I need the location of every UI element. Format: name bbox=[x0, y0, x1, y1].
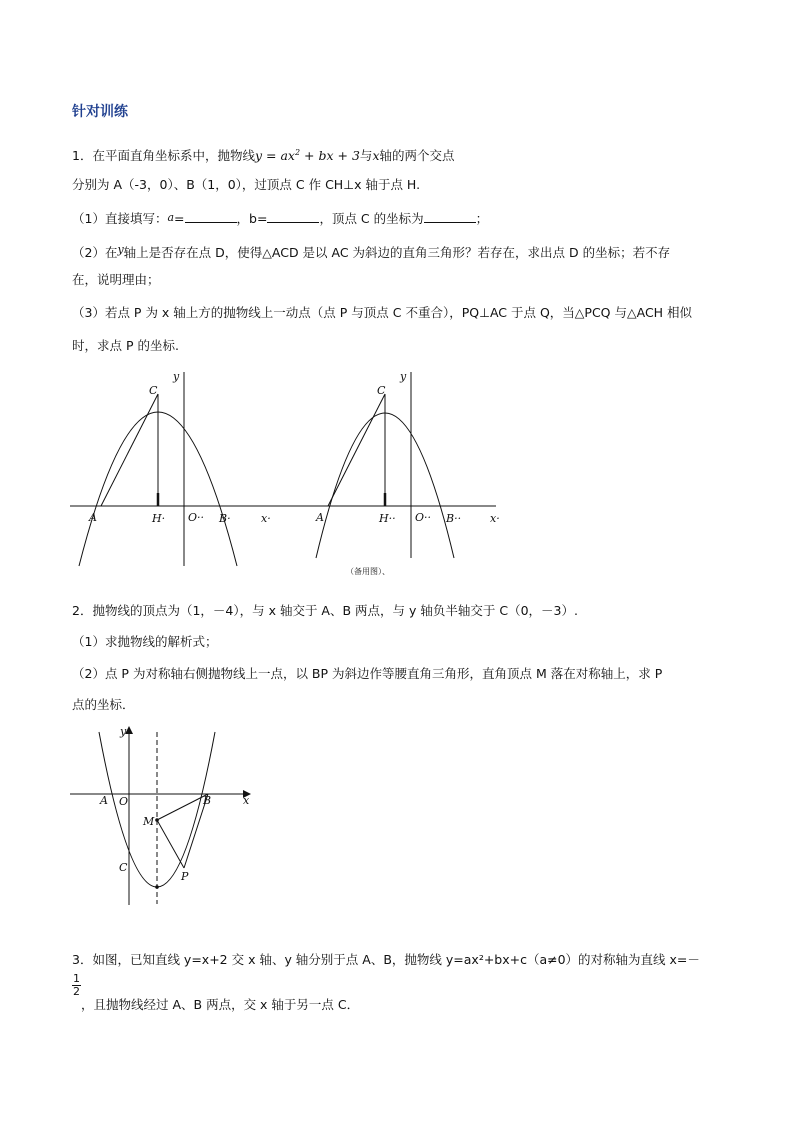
q2-figure bbox=[65, 722, 260, 907]
q1-figure-main bbox=[65, 368, 285, 568]
q1-line1-x: x bbox=[372, 148, 380, 164]
q1-part2-pre: （2）在 bbox=[72, 245, 118, 260]
fraction-numerator: 1 bbox=[73, 972, 80, 985]
formula-bx: bx bbox=[318, 148, 334, 164]
formula-a: a bbox=[280, 148, 288, 164]
formula-exp: 2 bbox=[294, 148, 301, 157]
label-c: C bbox=[149, 384, 158, 397]
label-o: O bbox=[119, 795, 129, 808]
q1-part1-b: ，b= bbox=[236, 211, 268, 226]
q3-fraction bbox=[72, 973, 81, 998]
q1-part3-line2: 时，求点 P 的坐标. bbox=[72, 338, 179, 353]
label-b: B· bbox=[219, 512, 231, 525]
q2-part1: （1）求抛物线的解析式； bbox=[72, 634, 218, 649]
point-vertex bbox=[155, 885, 159, 889]
label-h: H· bbox=[152, 512, 166, 525]
fraction-denominator: 2 bbox=[73, 985, 80, 998]
q1-part1-a: a bbox=[167, 211, 175, 224]
q1-part2-line2: 在，说明理由； bbox=[72, 272, 160, 287]
formula-eq: = bbox=[262, 148, 281, 164]
fraction-one-half bbox=[72, 973, 81, 998]
q1-part1-a-eq: = bbox=[174, 211, 185, 226]
spare-figure-caption: （备用图）、 bbox=[346, 567, 390, 576]
label-o: O·· bbox=[188, 511, 205, 524]
section-title: 针对训练 bbox=[72, 104, 128, 120]
q1-part1-end: ； bbox=[475, 211, 489, 226]
q2-part2-line1: （2）点 P 为对称轴右侧抛物线上一点，以 BP 为斜边作等腰直角三角形，直角顶点 M 落在对称轴上，求 P bbox=[72, 666, 663, 681]
label-a: A bbox=[100, 794, 108, 807]
q1-part3-line1: （3）若点 P 为 x 轴上方的抛物线上一动点（点 P 与顶点 C 不重合），PQ⊥AC 于点 Q，当△PCQ 与△ACH 相似 bbox=[72, 305, 693, 320]
segment-ac bbox=[328, 394, 385, 506]
label-p: P bbox=[181, 870, 189, 883]
label-y: y bbox=[400, 370, 407, 383]
point-m bbox=[155, 818, 159, 822]
segment-ac bbox=[101, 394, 158, 506]
q2-line1: 2．抛物线的顶点为（1，－4），与 x 轴交于 A、B 两点，与 y 轴负半轴交于 C（0，－3）. bbox=[72, 603, 578, 618]
label-h: H·· bbox=[379, 512, 396, 525]
q1-line1-mid: 与 bbox=[359, 148, 373, 164]
segment-mp bbox=[157, 820, 184, 868]
q1-part1 bbox=[72, 210, 488, 227]
label-y: y bbox=[173, 370, 180, 383]
q1-line1-post: 轴的两个交点 bbox=[379, 148, 455, 164]
q1-part2-line1 bbox=[72, 242, 670, 261]
label-b: B·· bbox=[446, 512, 462, 525]
label-a: A bbox=[316, 511, 324, 524]
q1-formula bbox=[255, 148, 360, 163]
q2-part2-line2: 点的坐标． bbox=[72, 697, 135, 712]
formula-y: y bbox=[254, 148, 263, 164]
label-m: M bbox=[143, 815, 155, 828]
q1-line2: 分别为 A（-3，0）、B（1，0），过顶点 C 作 CH⊥x 轴于点 H. bbox=[72, 177, 421, 192]
q1-line1 bbox=[72, 145, 455, 164]
q3-line1: 3．如图，已知直线 y=x+2 交 x 轴、y 轴分别于点 A、B，抛物线 y=ax²+bx+c（a≠0）的对称轴为直线 x=－ bbox=[72, 952, 700, 967]
q1-part1-c: ，顶点 C 的坐标为 bbox=[319, 211, 424, 226]
label-c: C bbox=[119, 861, 128, 874]
label-x: x bbox=[243, 794, 250, 807]
q3-line2: ，且抛物线经过 A、B 两点，交 x 轴于另一点 C． bbox=[81, 997, 360, 1012]
answer-blank-a bbox=[185, 210, 237, 223]
q1-part2-y: y bbox=[117, 243, 124, 256]
label-a: A bbox=[89, 511, 97, 524]
formula-x: x bbox=[287, 148, 295, 164]
label-x: x· bbox=[490, 512, 500, 525]
answer-blank-c bbox=[424, 210, 476, 223]
formula-const: + 3 bbox=[333, 148, 360, 164]
label-c: C bbox=[377, 384, 386, 397]
q1-part1-pre: （1）直接填写： bbox=[72, 211, 168, 226]
label-x: x· bbox=[261, 512, 271, 525]
q1-figure-spare bbox=[278, 368, 503, 576]
label-b: B bbox=[203, 794, 212, 807]
answer-blank-b bbox=[267, 210, 319, 223]
label-y: y bbox=[120, 725, 127, 738]
q1-line1-pre: 1．在平面直角坐标系中，抛物线 bbox=[72, 148, 255, 164]
q1-part2-rest: 轴上是否存在点 D，使得△ACD 是以 AC 为斜边的直角三角形？若存在，求出点 D 的坐标；若不存 bbox=[123, 245, 671, 260]
formula-plus: + bbox=[300, 148, 319, 164]
label-o: O·· bbox=[415, 511, 432, 524]
